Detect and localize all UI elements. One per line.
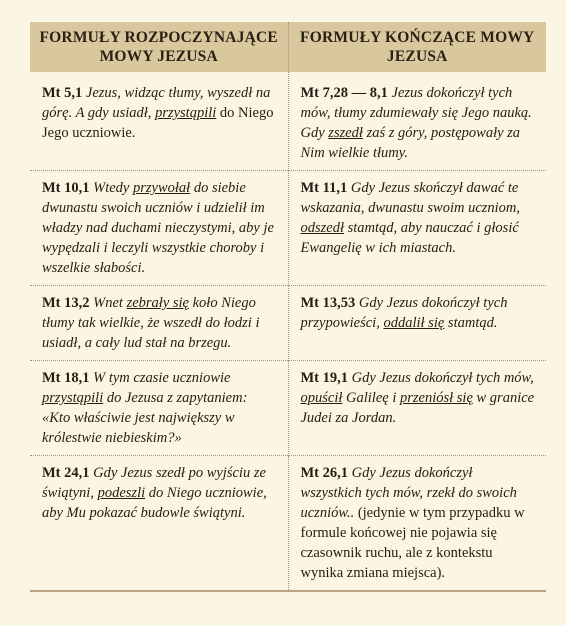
header-closing-formulas: FORMUŁY KOŃCZĄCE MOWY JEZUSA: [288, 22, 546, 72]
table-row: [30, 72, 546, 171]
opening-formula-cell: [30, 456, 288, 592]
verse-text: stamtąd.: [444, 315, 498, 331]
verse-reference: Mt 13,2: [42, 295, 90, 311]
verse-reference: Mt 11,1: [300, 180, 348, 196]
opening-formula-cell: [30, 361, 288, 456]
opening-formula-cell: [30, 286, 288, 361]
verse-reference: Mt 10,1: [42, 180, 90, 196]
table-body: [30, 72, 546, 591]
verse-reference: Mt 19,1: [300, 370, 349, 386]
table-row: [30, 286, 546, 361]
verse-text: stamtąd, aby nauczać i głosić Ewangelię w ich miastach.: [300, 220, 519, 256]
motion-verb: przywołał: [133, 180, 191, 196]
verse-text: Wnet: [89, 295, 127, 311]
verse-reference: Mt 5,1: [42, 85, 83, 101]
closing-formula-cell: [288, 171, 546, 286]
verse-text: do Jezusa z zapytaniem: «Kto właściwie jest największy w królestwie niebieskim?»: [42, 390, 248, 446]
table-row: [30, 171, 546, 286]
opening-formula-cell: [30, 171, 288, 286]
verse-reference: Mt 18,1: [42, 370, 90, 386]
motion-verb: oddalił się: [383, 315, 445, 331]
verse-text: zaś z góry, postępowały za Nim wielkie tłumy.: [300, 125, 521, 161]
verse-reference: Mt 7,28 — 8,1: [300, 85, 388, 101]
table-row: [30, 361, 546, 456]
verse-reference: Mt 26,1: [300, 465, 349, 481]
motion-verb: przystąpili: [155, 105, 217, 121]
header-opening-formulas: FORMUŁY ROZPOCZYNAJĄCE MOWY JEZUSA: [30, 22, 288, 72]
verse-text: W tym czasie uczniowie: [89, 370, 231, 386]
verse-text: Jezus, widząc tłumy, wyszedł na górę. A gdy usiadł,: [42, 85, 271, 121]
motion-verb: opuścił: [300, 390, 343, 406]
verse-text: do Niego uczniowie, aby Mu pokazać budowle świątyni.: [42, 485, 267, 521]
verse-text: do siebie dwunastu swoich uczniów i udzielił im władzy nad duchami nieczystymi, aby je wypędzali i leczyli wszystkie choroby i wszelkie słabości.: [42, 180, 274, 276]
verse-text: Gdy Jezus dokończył wszystkich tych mów, rzekł do swoich uczniów..: [300, 465, 517, 521]
verse-text: Gdy Jezus dokończył tych mów,: [348, 370, 534, 386]
verse-reference: Mt 13,53: [300, 295, 356, 311]
motion-verb: podeszli: [97, 485, 146, 501]
verse-text: do Niego Jego uczniowie.: [42, 105, 274, 141]
verse-reference: Mt 24,1: [42, 465, 90, 481]
verse-text: Gdy Jezus skończył dawać te wskazania, dwunastu swoim uczniom,: [300, 180, 521, 216]
table-header-row: [30, 22, 546, 72]
verse-text: Gdy Jezus dokończył tych przypowieści,: [300, 295, 508, 331]
motion-verb: zszedł: [328, 125, 363, 141]
verse-text: w granice Judei za Jordan.: [300, 390, 535, 426]
formulas-table: [30, 22, 546, 592]
closing-formula-cell: [288, 286, 546, 361]
verse-text: Jezus dokończył tych mów, tłumy zdumiewały się Jego nauką. Gdy: [300, 85, 532, 141]
opening-formula-cell: [30, 72, 288, 171]
closing-formula-cell: [288, 72, 546, 171]
verse-text: koło Niego tłumy tak wielkie, że wszedł do łodzi i usiadł, a cały lud stał na brzegu.: [42, 295, 260, 351]
table-row: [30, 456, 546, 592]
closing-formula-cell: [288, 361, 546, 456]
verse-text: (jedynie w tym przypadku w formule końcowej nie pojawia się czasownik ruchu, ale z kontekstu wynika zmiana miejsca).: [300, 505, 525, 581]
verse-text: Galileę i: [342, 390, 400, 406]
closing-formula-cell: [288, 456, 546, 592]
motion-verb: przystąpili: [42, 390, 104, 406]
verse-text: Gdy Jezus szedł po wyjściu ze świątyni,: [42, 465, 266, 501]
motion-verb: odszedł: [300, 220, 344, 236]
motion-verb: przeniósł się: [399, 390, 473, 406]
motion-verb: zebrały się: [126, 295, 189, 311]
verse-text: Wtedy: [89, 180, 133, 196]
